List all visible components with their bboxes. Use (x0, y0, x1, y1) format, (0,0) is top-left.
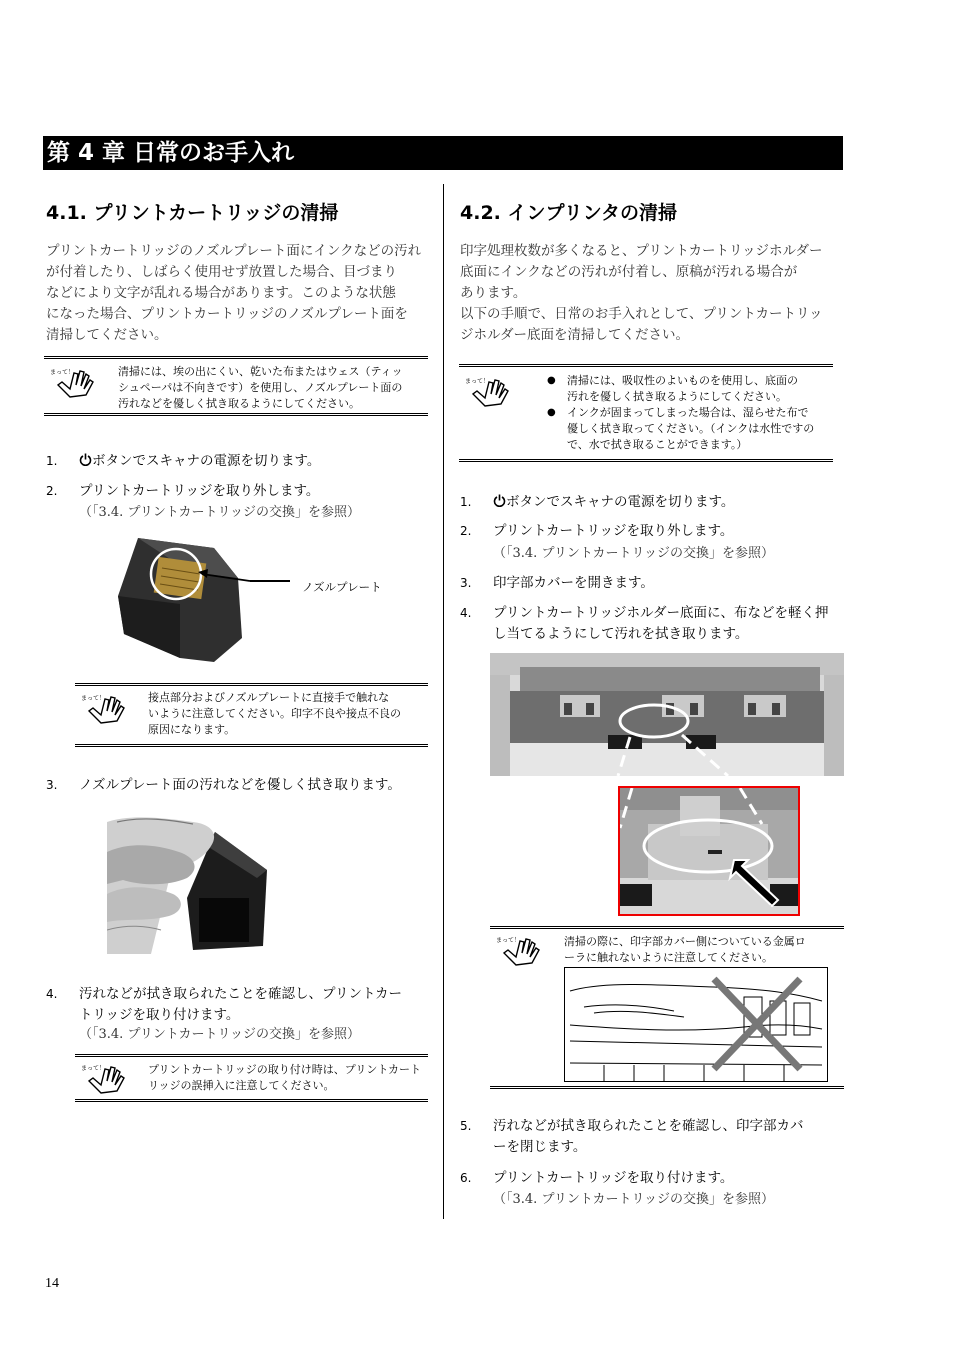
step-number: 6. (460, 1171, 472, 1185)
note-line: 清掃の際に、印字部カバー側についている金属ロ (564, 935, 806, 948)
step-text: プリントカートリッジを取り外します。 (493, 523, 734, 539)
chapter-title: 第 4 章 日常のお手入れ (43, 136, 843, 170)
cartridge-holder-image (490, 653, 844, 776)
step-number: 3. (460, 576, 472, 590)
step-text: ボタンでスキャナの電源を切ります。 (506, 494, 735, 510)
note-box (75, 1054, 428, 1102)
imprinter-photo (490, 653, 844, 776)
step-number: 2. (460, 524, 472, 538)
step-3 (46, 775, 426, 797)
step-3 (460, 573, 840, 595)
step-1 (46, 451, 426, 473)
left-intro-line: プリントカートリッジのノズルプレート面にインクなどの汚れ (46, 243, 422, 259)
step-text: プリントカートリッジを取り付けます。 (493, 1170, 734, 1186)
step-text: 汚れなどが拭き取られたことを確認し、プリントカー (79, 986, 403, 1002)
step-text: ボタンでスキャナの電源を切ります。 (92, 453, 321, 469)
note-box (75, 683, 428, 747)
note-line: いように注意してください。印字不良や接点不良の (148, 707, 401, 720)
power-icon (79, 453, 92, 466)
step-text: ノズルプレート面の汚れなどを優しく拭き取ります。 (79, 777, 401, 793)
note-bullet-item (547, 405, 814, 453)
reference-link: （「3.4. プリントカートリッジの交換」を参照） (493, 546, 775, 561)
step-number: 3. (46, 778, 58, 792)
left-intro (46, 241, 421, 346)
wiping-photo (107, 812, 274, 954)
print-cartridge-image (110, 534, 250, 666)
note-line: 清掃には、埃の出にくい、乾いた布またはウェス（ティッ (118, 365, 403, 378)
cartridge-photo (110, 534, 250, 666)
step-4 (46, 984, 426, 1026)
step-4 (460, 603, 845, 645)
step-2 (460, 521, 840, 543)
note-line: ● 清掃には、吸収性のよいものを使用し、底面の (567, 374, 798, 387)
caution-hand-icon (50, 365, 100, 401)
note-box (459, 364, 833, 462)
step-text: し当てるようにして汚れを拭き取ります。 (493, 626, 749, 642)
svg-text:まって！: まって！ (81, 1065, 106, 1072)
note-box (44, 356, 428, 416)
wiping-cartridge-image (107, 812, 274, 954)
note-line: で、水で拭き取ることができます。） (567, 438, 748, 451)
step-number: 2. (46, 484, 58, 498)
column-divider (443, 184, 444, 1219)
note-line: 汚れを優しく拭き取るようにしてください。 (567, 390, 787, 403)
reference-link: （「3.4. プリントカートリッジの交換」を参照） (79, 505, 361, 520)
step-1 (460, 492, 840, 514)
note-line: ーラに触れないように注意してください。 (564, 951, 773, 964)
note-line: 接点部分およびノズルプレートに直接手で触れな (148, 691, 390, 704)
step-number: 4. (460, 606, 472, 620)
step-number: 5. (460, 1119, 472, 1133)
zoom-photo (618, 786, 800, 916)
section-title-4-2: 4.2. インプリンタの清掃 (460, 202, 677, 224)
note-line: 原因になります。 (148, 723, 236, 736)
svg-text:まって！: まって！ (81, 695, 106, 702)
step-number: 1. (460, 495, 472, 509)
note-box (490, 926, 844, 1089)
right-intro-line: ジホルダー底面を清掃してください。 (460, 327, 689, 343)
left-intro-line: が付着したり、しばらく使用せず放置した場合、目づまり (46, 264, 397, 280)
metal-roller-warning-image (564, 967, 828, 1082)
right-intro-line: 以下の手順で、日常のお手入れとして、プリントカートリッ (460, 306, 823, 322)
nozzle-pointer-line (250, 580, 290, 582)
caution-hand-icon (81, 1061, 131, 1097)
caution-hand-icon (81, 691, 131, 727)
power-icon (493, 494, 506, 507)
svg-text:まって！: まって！ (465, 378, 490, 385)
note-line: リッジの誤挿入に注意してください。 (148, 1079, 335, 1092)
left-intro-line: 清掃してください。 (46, 327, 168, 343)
step-text: プリントカートリッジホルダー底面に、布などを軽く押 (493, 605, 829, 621)
right-intro-line: 底面にインクなどの汚れが付着し、原稿が汚れる場合が (460, 264, 798, 280)
step-2 (46, 481, 426, 503)
step-6 (460, 1168, 840, 1190)
step-text: ーを閉じます。 (493, 1139, 587, 1155)
step-5 (460, 1116, 845, 1158)
left-intro-line: になった場合、プリントカートリッジのノズルプレート面を (46, 306, 408, 322)
step-text: トリッジを取り付けます。 (79, 1007, 240, 1023)
svg-text:まって！: まって！ (50, 369, 75, 376)
caution-hand-icon (465, 374, 515, 410)
left-intro-line: などにより文字が乱れる場合があります。このような状態 (46, 285, 396, 301)
note-line: プリントカートリッジの取り付け時は、プリントカート (148, 1063, 422, 1076)
step-text: プリントカートリッジを取り外します。 (79, 483, 320, 499)
note-line: ● インクが固まってしまった場合は、湿らせた布で (567, 406, 809, 419)
nozzle-plate-label: ノズルプレート (302, 580, 382, 594)
step-number: 1. (46, 454, 58, 468)
step-number: 4. (46, 987, 58, 1001)
note-line: 優しく拭き取ってください。（インクは水性ですの (567, 422, 815, 435)
right-intro-line: あります。 (460, 285, 527, 301)
svg-text:まって！: まって！ (496, 937, 521, 944)
step-text: 印字部カバーを開きます。 (493, 575, 654, 591)
right-intro (460, 241, 822, 346)
note-line: シュペーパは不向きです）を使用し、ノズルプレート面の (118, 381, 403, 394)
note-line: 汚れなどを優しく拭き取るようにしてください。 (118, 397, 360, 410)
holder-closeup-image (620, 788, 798, 914)
right-intro-line: 印字処理枚数が多くなると、プリントカートリッジホルダー (460, 243, 823, 259)
reference-link: （「3.4. プリントカートリッジの交換」を参照） (493, 1192, 775, 1207)
reference-link: （「3.4. プリントカートリッジの交換」を参照） (79, 1027, 361, 1042)
note-bullet-item (547, 373, 814, 405)
section-title-4-1: 4.1. プリントカートリッジの清掃 (46, 202, 339, 224)
caution-hand-icon (496, 933, 546, 969)
step-text: 汚れなどが拭き取られたことを確認し、印字部カバ (493, 1118, 804, 1134)
page-number: 14 (45, 1276, 59, 1291)
